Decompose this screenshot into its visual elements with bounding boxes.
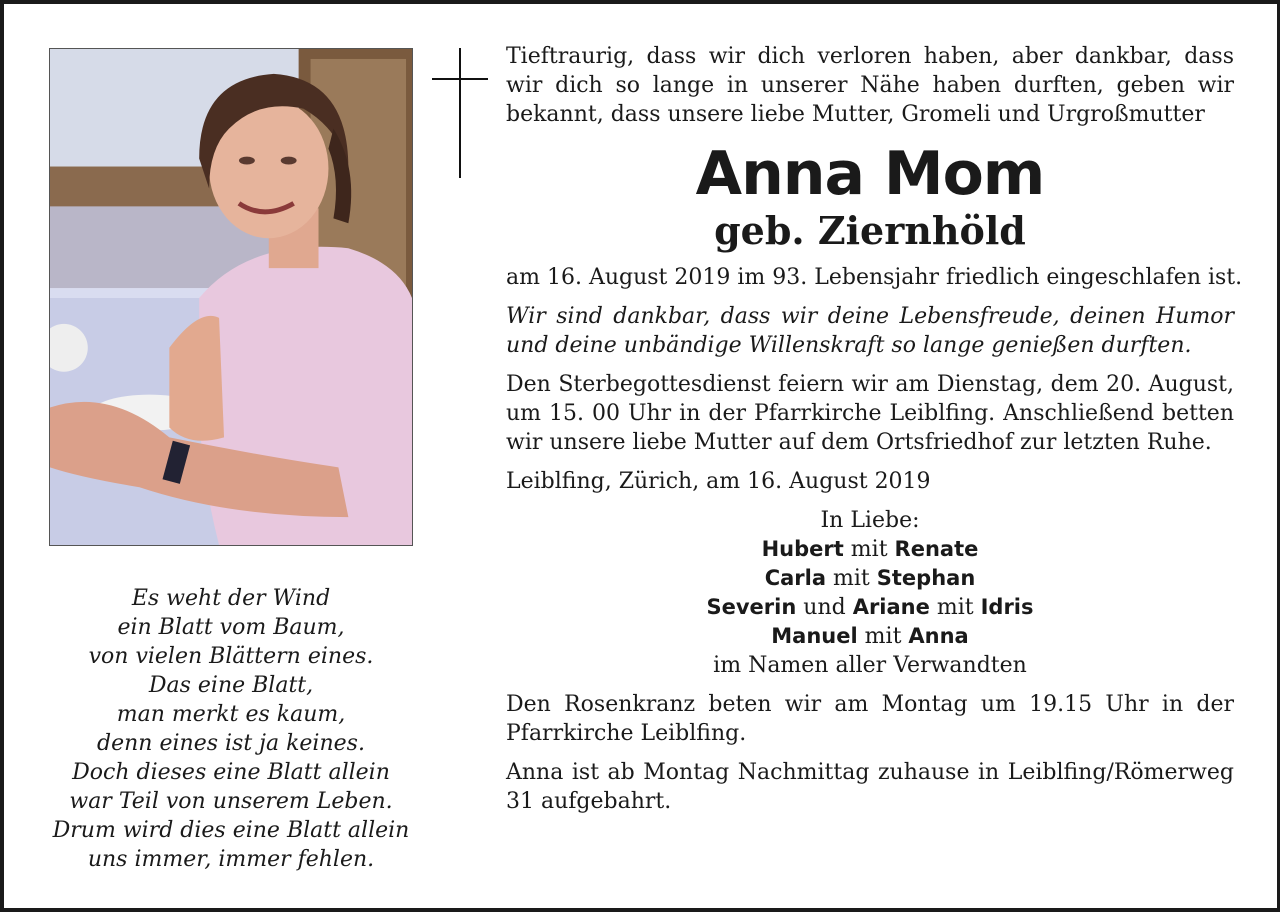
cross-icon: [432, 48, 488, 178]
mourner-join: mit: [826, 566, 877, 591]
poem-line: war Teil von unserem Leben.: [69, 789, 393, 814]
portrait-photo: [49, 48, 413, 546]
mourner-join: mit: [857, 624, 909, 649]
mourner-row: [506, 535, 1234, 564]
poem-line: man merkt es kaum,: [116, 702, 346, 727]
poem-line: Es weht der Wind: [131, 586, 331, 611]
rosary-line: Den Rosenkranz beten wir am Montag um 19.15 Uhr in der: [506, 692, 1234, 717]
laid-out-line: Anna ist ab Montag Nachmittag zuhause in Leiblfing/Römerweg: [506, 760, 1234, 785]
relatives-line: im Namen aller Verwandten: [713, 653, 1027, 678]
gratitude-line: Wir sind dankbar, dass wir deine Lebensfreude, deinen Humor: [506, 304, 1234, 329]
mourner-join: und: [796, 595, 853, 620]
poem-line: ein Blatt vom Baum,: [117, 615, 345, 640]
mourner-row: [506, 622, 1234, 651]
mourner-name: Stephan: [876, 566, 976, 590]
portrait-image: [50, 49, 412, 545]
intro-text: [506, 42, 1234, 129]
notice-text: [506, 42, 1243, 816]
poem-line: Drum wird dies eine Blatt allein: [52, 818, 410, 843]
service-text: [506, 370, 1234, 457]
in-love-heading: In Liebe:: [820, 508, 920, 533]
mourners-list: [506, 535, 1234, 680]
poem-line: Das eine Blatt,: [148, 673, 314, 698]
mourner-name: Ariane: [852, 595, 930, 619]
poem: [49, 584, 413, 874]
gratitude-text: [506, 302, 1234, 360]
laid-out-text: [506, 758, 1234, 816]
mourner-name: Anna: [908, 624, 969, 648]
poem-line: von vielen Blättern eines.: [88, 644, 374, 669]
gratitude-line: und deine unbändige Willenskraft so lange genießen durften.: [506, 333, 1192, 358]
intro-line: Tieftraurig, dass wir dich verloren haben, aber dankbar, dass: [506, 44, 1234, 69]
deceased-name: Anna Mom: [695, 139, 1045, 209]
laid-out-line: 31 aufgebahrt.: [506, 789, 672, 814]
mourner-name: Manuel: [771, 624, 858, 648]
intro-line: bekannt, dass unsere liebe Mutter, Gromeli und Urgroßmutter: [506, 102, 1205, 127]
service-line: wir unsere liebe Mutter auf dem Ortsfriedhof zur letzten Ruhe.: [506, 430, 1212, 455]
mourner-row: [506, 564, 1234, 593]
mourner-row: [506, 593, 1234, 622]
rosary-text: [506, 690, 1234, 748]
mourner-name: Hubert: [761, 537, 844, 561]
mourner-join: mit: [929, 595, 981, 620]
mourner-join: mit: [843, 537, 895, 562]
place-date: Leiblfing, Zürich, am 16. August 2019: [506, 469, 931, 494]
mourner-name: Idris: [980, 595, 1034, 619]
mourner-name: Severin: [706, 595, 797, 619]
death-line: am 16. August 2019 im 93. Lebensjahr friedlich eingeschlafen ist.: [506, 265, 1243, 290]
poem-line: Doch dieses eine Blatt allein: [72, 760, 390, 785]
mourner-name: Carla: [764, 566, 827, 590]
mourner-name: Renate: [894, 537, 979, 561]
service-line: um 15. 00 Uhr in der Pfarrkirche Leiblfing. Anschließend betten: [506, 401, 1234, 426]
maiden-name: geb. Ziernhöld: [714, 208, 1026, 253]
poem-line: uns immer, immer fehlen.: [87, 847, 375, 872]
intro-line: wir dich so lange in unserer Nähe haben durften, geben wir: [506, 73, 1234, 98]
service-line: Den Sterbegottesdienst feiern wir am Dienstag, dem 20. August,: [506, 372, 1234, 397]
poem-line: denn eines ist ja keines.: [97, 731, 365, 756]
rosary-line: Pfarrkirche Leiblfing.: [506, 721, 747, 746]
